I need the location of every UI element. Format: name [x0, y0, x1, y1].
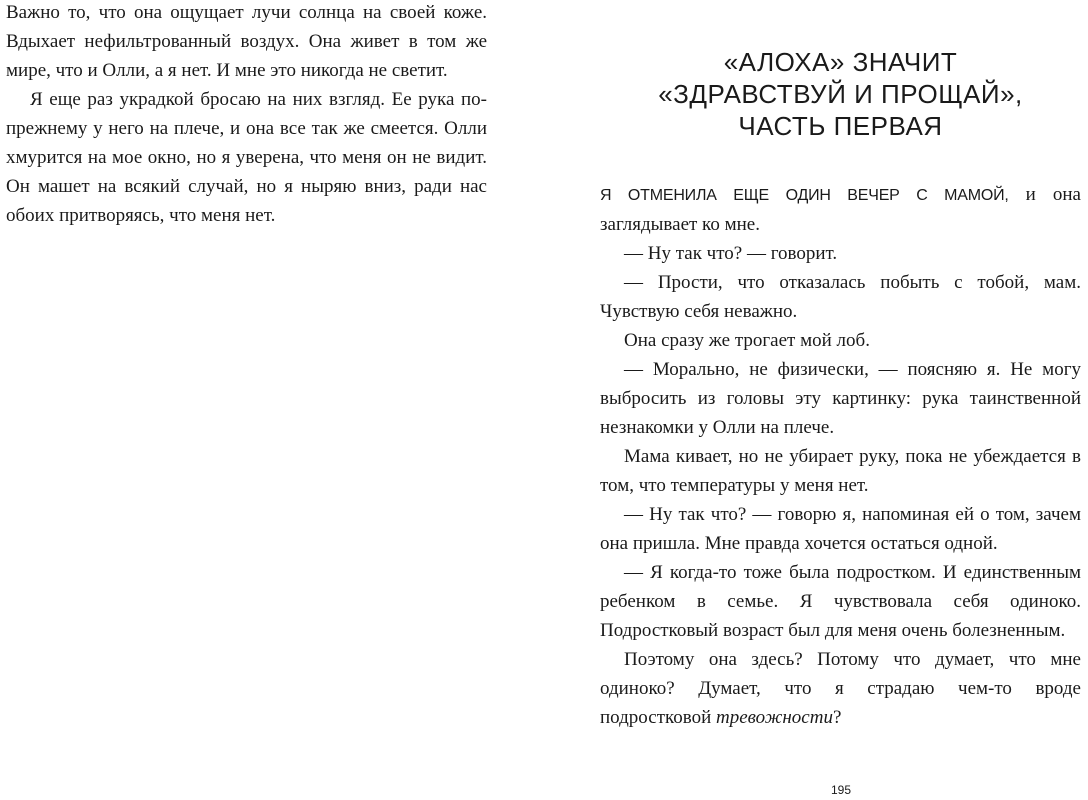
paragraph: — Морально, не физически, — поясняю я. Не могу выбросить из головы эту картинку: рука таинственной незнакомки у Олли на плече.: [600, 359, 1081, 438]
lead-rest: и она заглядывает ко мне.: [600, 184, 1081, 235]
paragraph-last: [600, 645, 1081, 732]
paragraph: Она сразу же трогает мой лоб.: [624, 330, 870, 351]
paragraph: — Ну так что? — говорю я, напоминая ей о том, зачем она пришла. Мне правда хочется остаться одной.: [600, 504, 1081, 554]
last-paragraph-text: Поэтому она здесь? Потому что думает, что мне одиноко? Думает, что я страдаю чем-то вроде подростковой: [600, 649, 1081, 728]
paragraph: Важно то, что она ощущает лучи солнца на своей коже. Вдыхает нефильтрованный воздух. Она живет в том же мире, что и Олли, а я нет. И мне это никогда не светит.: [6, 2, 487, 81]
paragraph: — Ну так что? — говорит.: [624, 243, 838, 264]
paragraph: Мама кивает, но не убирает руку, пока не убеждается в том, что температуры у меня нет.: [600, 446, 1081, 496]
paragraph: Я еще раз украдкой бросаю на них взгляд. Ее рука по-прежнему у него на плече, и она все так же смеется. Олли хмурится на мое окно, но я уверена, что меня он не видит. Он машет на всякий случай, но я ныряю вниз, ради нас обоих притворяясь, что меня нет.: [6, 89, 487, 226]
lead-caps: Я ОТМЕНИЛА ЕЩЕ ОДИН ВЕЧЕР С МАМОЙ,: [600, 187, 1009, 204]
page-number: [0, 783, 1088, 797]
right-page: [600, 0, 1081, 732]
italic-word: тревожности: [716, 707, 833, 728]
paragraph: — Прости, что отказалась побыть с тобой, мам. Чувствую себя неважно.: [600, 272, 1081, 322]
chapter-title-line: ЧАСТЬ ПЕРВАЯ: [738, 111, 943, 141]
last-paragraph-end: ?: [832, 707, 842, 728]
lead-paragraph: [600, 180, 1081, 239]
left-page: [6, 0, 487, 230]
paragraph: — Я когда-то тоже была подростком. И единственным ребенком в семье. Я чувствовала себя одиноко. Подростковый возраст был для меня очень болезненным.: [600, 562, 1081, 641]
chapter-title-line: «АЛОХА» ЗНАЧИТ: [723, 47, 958, 77]
page-number-text: 195: [830, 783, 852, 797]
chapter-title-line: «ЗДРАВСТВУЙ И ПРОЩАЙ»,: [658, 79, 1023, 109]
chapter-title: [600, 46, 1081, 142]
